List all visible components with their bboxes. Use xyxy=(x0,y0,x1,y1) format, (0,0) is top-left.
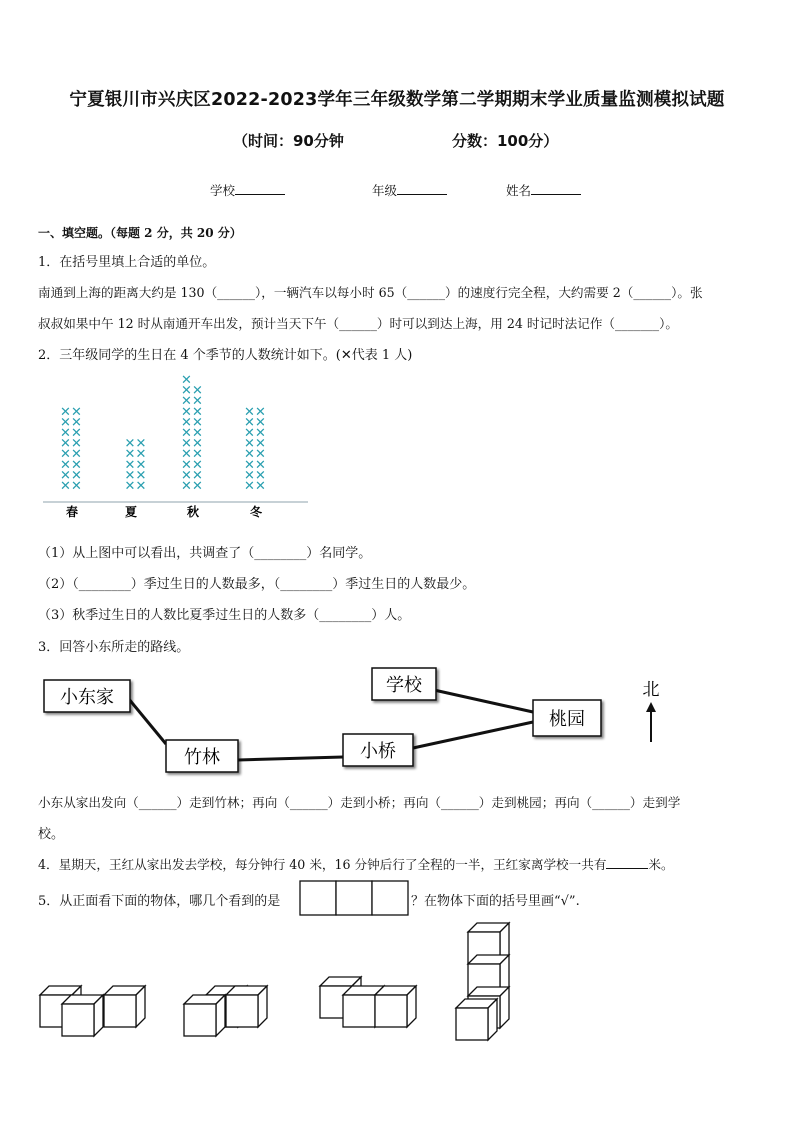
pictograph-mark: ✕ xyxy=(181,383,192,399)
q1-line1: 南通到上海的距离大约是 130（______），一辆汽车以每小时 65（______）的速度行完全程，大约需要 2（______）。张 xyxy=(38,285,703,300)
exam-title: 宁夏银川市兴庆区2022-2023学年三年级数学第二学期期末学业质量监测模拟试题 xyxy=(69,90,725,110)
season-label: 夏 xyxy=(124,505,138,519)
pictograph-mark: ✕ xyxy=(60,447,71,463)
pictograph-mark: ✕ xyxy=(181,415,192,431)
north-label: 北 xyxy=(642,680,660,700)
pictograph-mark: ✕ xyxy=(255,447,266,463)
grade-blank[interactable] xyxy=(397,181,447,195)
section-title: 一、填空题。（每题 2 分，共 20 分） xyxy=(38,226,242,240)
pictograph-mark: ✕ xyxy=(244,415,255,431)
cube xyxy=(226,986,267,1027)
home-label: 小东家 xyxy=(60,687,114,708)
q2-sub3: （3）秋季过生日的人数比夏季过生日的人数多（________）人。 xyxy=(38,608,411,623)
cube xyxy=(104,986,145,1027)
pictograph-mark: ✕ xyxy=(192,415,203,431)
school-label: 学校 xyxy=(210,183,236,198)
path-school-peach xyxy=(434,690,533,712)
cube xyxy=(184,995,225,1036)
name-label: 姓名 xyxy=(506,183,532,198)
pictograph-mark: ✕ xyxy=(255,479,266,494)
pictograph-mark: ✕ xyxy=(135,447,147,463)
peach-label: 桃园 xyxy=(549,709,585,730)
q5-text-before: 5．从正面看下面的物体，哪几个看到的是 xyxy=(38,894,281,909)
pictograph-mark: ✕ xyxy=(60,415,71,431)
q1-line2: 叔叔如果中午 12 时从南通开车出发，预计当天下午（______）时可以到达上海，用 24 时记时法记作（_______）。 xyxy=(38,316,678,331)
pictograph-mark: ✕ xyxy=(255,415,266,431)
pictograph-mark: ✕ xyxy=(135,457,147,473)
pictograph-mark: ✕ xyxy=(60,479,71,494)
pictograph-mark: ✕ xyxy=(255,436,266,452)
q4-unit: 米。 xyxy=(648,857,674,872)
cube xyxy=(456,999,497,1040)
pictograph-mark: ✕ xyxy=(255,404,266,420)
route-map xyxy=(36,660,676,780)
exam-time: （时间：90分钟 xyxy=(233,132,344,150)
pictograph-mark: ✕ xyxy=(244,436,255,452)
pictograph-mark: ✕ xyxy=(60,457,71,473)
pictograph-mark: ✕ xyxy=(192,436,203,452)
path-bamboo-bridge xyxy=(238,757,343,760)
pictograph-mark: ✕ xyxy=(71,479,82,494)
pictograph-mark: ✕ xyxy=(124,436,136,452)
pictograph-mark: ✕ xyxy=(255,468,266,484)
pictograph-mark: ✕ xyxy=(192,468,203,484)
season-label: 秋 xyxy=(186,505,200,519)
bridge-label: 小桥 xyxy=(360,741,396,762)
pictograph-mark: ✕ xyxy=(71,468,82,484)
season-label: 春 xyxy=(65,505,79,519)
q5-cube-figures xyxy=(30,920,530,1045)
bamboo-label: 竹林 xyxy=(184,747,220,768)
cube xyxy=(375,986,416,1027)
pictograph-mark: ✕ xyxy=(255,457,266,473)
season-label: 冬 xyxy=(249,505,263,519)
pictograph-mark: ✕ xyxy=(244,468,255,484)
path-home-bamboo xyxy=(128,698,166,744)
pictograph-mark: ✕ xyxy=(124,468,136,484)
pictograph-mark: ✕ xyxy=(244,479,255,494)
birthday-pictograph xyxy=(30,372,320,522)
pictograph-mark: ✕ xyxy=(181,436,192,452)
q5-reference-view xyxy=(299,880,409,916)
pictograph-mark: ✕ xyxy=(71,426,82,441)
school-blank[interactable] xyxy=(235,181,285,195)
pictograph-mark: ✕ xyxy=(60,426,71,441)
pictograph-mark: ✕ xyxy=(71,457,82,473)
q3-stem: 3．回答小东所走的路线。 xyxy=(38,640,190,655)
pictograph-mark: ✕ xyxy=(71,436,82,452)
pictograph-mark: ✕ xyxy=(71,404,82,420)
q2-stem: 2．三年级同学的生日在 4 个季节的人数统计如下。(✕代表 1 人) xyxy=(38,348,413,363)
pictograph-mark: ✕ xyxy=(244,457,255,473)
grade-label: 年级 xyxy=(372,183,398,198)
pictograph-mark: ✕ xyxy=(181,468,192,484)
pictograph-mark: ✕ xyxy=(192,394,203,410)
q5-text-after: ？在物体下面的括号里画“√”. xyxy=(411,894,580,909)
pictograph-mark: ✕ xyxy=(124,479,136,494)
pictograph-mark: ✕ xyxy=(192,404,203,420)
q4-text: 4．星期天，王红从家出发去学校，每分钟行 40 米，16 分钟后行了全程的一半，王红家离学校一共有 xyxy=(38,857,607,872)
pictograph-mark: ✕ xyxy=(181,426,192,441)
school-field[interactable] xyxy=(210,181,285,199)
q2-sub1: （1）从上图中可以看出，共调查了（________）名同学。 xyxy=(38,546,372,561)
pictograph-mark: ✕ xyxy=(71,415,82,431)
pictograph-mark: ✕ xyxy=(135,436,147,452)
pictograph-mark: ✕ xyxy=(181,404,192,420)
pictograph-mark: ✕ xyxy=(60,436,71,452)
cube xyxy=(62,995,103,1036)
north-arrowhead-icon xyxy=(646,702,656,712)
pictograph-mark: ✕ xyxy=(192,457,203,473)
q4-line xyxy=(38,854,674,873)
school-label-map: 学校 xyxy=(386,675,422,696)
pictograph-mark: ✕ xyxy=(124,457,136,473)
pictograph-mark: ✕ xyxy=(192,447,203,463)
pictograph-mark: ✕ xyxy=(192,479,203,494)
q1-stem: 1．在括号里填上合适的单位。 xyxy=(38,255,216,270)
pictograph-mark: ✕ xyxy=(181,373,192,388)
name-blank[interactable] xyxy=(531,181,581,195)
pictograph-mark: ✕ xyxy=(255,426,266,441)
exam-score: 分数：100分） xyxy=(452,132,559,150)
pictograph-mark: ✕ xyxy=(135,468,147,484)
pictograph-mark: ✕ xyxy=(71,447,82,463)
pictograph-mark: ✕ xyxy=(60,404,71,420)
q2-sub2: （2）（________）季过生日的人数最多，（________）季过生日的人数最少。 xyxy=(38,577,476,592)
pictograph-mark: ✕ xyxy=(181,479,192,494)
pictograph-marks xyxy=(60,373,266,494)
pictograph-mark: ✕ xyxy=(181,447,192,463)
pictograph-mark: ✕ xyxy=(135,479,147,494)
pictograph-mark: ✕ xyxy=(192,383,203,399)
q4-blank[interactable] xyxy=(606,855,648,869)
name-field[interactable] xyxy=(506,181,581,199)
pictograph-labels xyxy=(66,504,263,519)
pictograph-mark: ✕ xyxy=(181,394,192,410)
pictograph-mark: ✕ xyxy=(192,426,203,441)
pictograph-mark: ✕ xyxy=(60,468,71,484)
q3-line1: 小东从家出发向（______）走到竹林；再向（______）走到小桥；再向（______）走到桃园；再向（______）走到学 xyxy=(38,795,681,810)
pictograph-mark: ✕ xyxy=(244,404,255,420)
q3-line2: 校。 xyxy=(38,827,65,842)
pictograph-mark: ✕ xyxy=(124,447,136,463)
path-bridge-peach xyxy=(413,722,533,748)
grade-field[interactable] xyxy=(372,181,447,199)
pictograph-mark: ✕ xyxy=(181,457,192,473)
pictograph-mark: ✕ xyxy=(244,426,255,441)
pictograph-mark: ✕ xyxy=(244,447,255,463)
